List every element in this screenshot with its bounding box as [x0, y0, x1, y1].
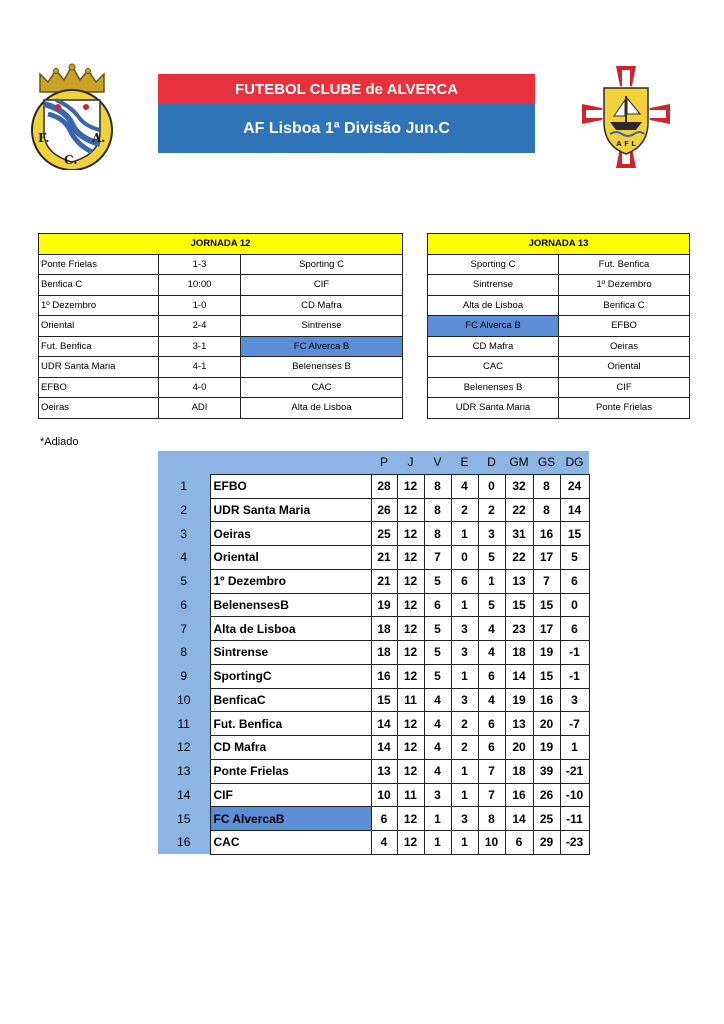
stat-gs: 15 — [533, 664, 560, 688]
home-team: Belenenses B — [428, 377, 559, 398]
stat-v: 7 — [424, 546, 451, 570]
stat-gs: 7 — [533, 569, 560, 593]
stat-j: 12 — [397, 593, 424, 617]
stat-v: 3 — [424, 783, 451, 807]
standings-row — [158, 831, 589, 855]
team-name: UDR Santa Maria — [210, 498, 371, 522]
stat-gm: 14 — [505, 807, 533, 831]
stat-d: 5 — [478, 593, 505, 617]
stat-p: 10 — [371, 783, 397, 807]
stat-e: 0 — [451, 546, 478, 570]
stat-p: 21 — [371, 569, 397, 593]
position: 5 — [158, 569, 210, 593]
home-team: Oriental — [39, 316, 159, 337]
home-team: Oeiras — [39, 398, 159, 419]
stat-v: 1 — [424, 831, 451, 855]
jornada-13-title: JORNADA 13 — [428, 234, 690, 255]
stat-p: 15 — [371, 688, 397, 712]
col-header: E — [451, 451, 478, 474]
stat-p: 26 — [371, 498, 397, 522]
stat-gs: 8 — [533, 474, 560, 498]
stat-j: 12 — [397, 807, 424, 831]
match-row — [39, 336, 403, 357]
stat-e: 1 — [451, 783, 478, 807]
jornada-12-table — [38, 233, 403, 419]
stat-v: 5 — [424, 641, 451, 665]
col-header: V — [424, 451, 451, 474]
stat-v: 8 — [424, 522, 451, 546]
stat-dg: 6 — [560, 617, 589, 641]
match-row — [39, 316, 403, 337]
standings-row — [158, 474, 589, 498]
stat-d: 5 — [478, 546, 505, 570]
stat-e: 1 — [451, 759, 478, 783]
stat-e: 2 — [451, 736, 478, 760]
stat-gs: 29 — [533, 831, 560, 855]
stat-e: 1 — [451, 664, 478, 688]
stat-dg: 24 — [560, 474, 589, 498]
home-team: CAC — [428, 357, 559, 378]
stat-e: 3 — [451, 641, 478, 665]
stat-dg: -7 — [560, 712, 589, 736]
stat-j: 12 — [397, 736, 424, 760]
match-score: 4-0 — [159, 377, 241, 398]
match-row — [39, 377, 403, 398]
team-name: CAC — [210, 831, 371, 855]
position: 15 — [158, 807, 210, 831]
position: 4 — [158, 546, 210, 570]
position: 3 — [158, 522, 210, 546]
af-lisboa-crest — [582, 66, 670, 168]
stat-dg: 15 — [560, 522, 589, 546]
stat-e: 2 — [451, 498, 478, 522]
away-team: Fut. Benfica — [559, 254, 690, 275]
stat-d: 6 — [478, 736, 505, 760]
svg-text:F.: F. — [38, 131, 50, 145]
team-name: SportingC — [210, 664, 371, 688]
stat-v: 4 — [424, 759, 451, 783]
stat-v: 5 — [424, 617, 451, 641]
stat-j: 12 — [397, 617, 424, 641]
fixture-row — [428, 377, 690, 398]
fixture-row — [428, 398, 690, 419]
stat-dg: -11 — [560, 807, 589, 831]
team-name: BelenensesB — [210, 593, 371, 617]
stat-d: 6 — [478, 712, 505, 736]
team-name: CD Mafra — [210, 736, 371, 760]
stat-v: 1 — [424, 807, 451, 831]
stat-gm: 19 — [505, 688, 533, 712]
away-team: CIF — [241, 275, 403, 296]
stat-d: 8 — [478, 807, 505, 831]
match-row — [39, 357, 403, 378]
stat-d: 0 — [478, 474, 505, 498]
away-team: Oriental — [559, 357, 690, 378]
team-name: Ponte Frielas — [210, 759, 371, 783]
stat-p: 16 — [371, 664, 397, 688]
stat-p: 18 — [371, 641, 397, 665]
away-team: Oeiras — [559, 336, 690, 357]
match-score: 3-1 — [159, 336, 241, 357]
stat-gs: 17 — [533, 617, 560, 641]
stat-dg: -23 — [560, 831, 589, 855]
standings-row — [158, 712, 589, 736]
jornada-12-title: JORNADA 12 — [39, 234, 403, 255]
stat-gm: 15 — [505, 593, 533, 617]
stat-j: 12 — [397, 498, 424, 522]
stat-d: 7 — [478, 783, 505, 807]
standings-row — [158, 783, 589, 807]
svg-text:C.: C. — [64, 153, 78, 167]
col-header: D — [478, 451, 505, 474]
stat-p: 4 — [371, 831, 397, 855]
stat-v: 5 — [424, 569, 451, 593]
stat-d: 7 — [478, 759, 505, 783]
team-name: Oeiras — [210, 522, 371, 546]
home-team: EFBO — [39, 377, 159, 398]
stat-d: 4 — [478, 688, 505, 712]
stat-dg: 3 — [560, 688, 589, 712]
col-header: GM — [505, 451, 533, 474]
stat-gm: 32 — [505, 474, 533, 498]
stat-gm: 18 — [505, 759, 533, 783]
stat-gs: 17 — [533, 546, 560, 570]
match-score: 2-4 — [159, 316, 241, 337]
stat-dg: 1 — [560, 736, 589, 760]
stat-dg: -1 — [560, 664, 589, 688]
away-team: CD Mafra — [241, 295, 403, 316]
team-name: EFBO — [210, 474, 371, 498]
position: 16 — [158, 831, 210, 855]
home-team-highlighted: FC Alverca B — [428, 316, 559, 337]
standings-row — [158, 688, 589, 712]
home-team: UDR Santa Maria — [428, 398, 559, 419]
stat-dg: 6 — [560, 569, 589, 593]
stat-j: 12 — [397, 569, 424, 593]
stat-gs: 16 — [533, 688, 560, 712]
fixture-row — [428, 295, 690, 316]
stat-j: 12 — [397, 664, 424, 688]
match-score: ADI — [159, 398, 241, 419]
stat-dg: -10 — [560, 783, 589, 807]
position: 10 — [158, 688, 210, 712]
standings-row — [158, 498, 589, 522]
fixture-row — [428, 336, 690, 357]
match-score: 4-1 — [159, 357, 241, 378]
col-header: GS — [533, 451, 560, 474]
stat-d: 2 — [478, 498, 505, 522]
stat-p: 25 — [371, 522, 397, 546]
standings-row — [158, 593, 589, 617]
stat-j: 11 — [397, 688, 424, 712]
postponed-note: *Adiado — [40, 436, 79, 448]
stat-e: 1 — [451, 831, 478, 855]
stat-gm: 18 — [505, 641, 533, 665]
home-team: Alta de Lisboa — [428, 295, 559, 316]
stat-p: 14 — [371, 736, 397, 760]
team-name: CIF — [210, 783, 371, 807]
match-row — [39, 275, 403, 296]
competition-banner — [158, 104, 535, 153]
team-name: Alta de Lisboa — [210, 617, 371, 641]
stat-p: 13 — [371, 759, 397, 783]
stat-p: 18 — [371, 617, 397, 641]
stat-gm: 13 — [505, 569, 533, 593]
stat-p: 28 — [371, 474, 397, 498]
stat-gs: 19 — [533, 736, 560, 760]
position: 14 — [158, 783, 210, 807]
stat-v: 6 — [424, 593, 451, 617]
home-team: CD Mafra — [428, 336, 559, 357]
match-score: 10:00 — [159, 275, 241, 296]
standings-row — [158, 569, 589, 593]
home-team: Ponte Frielas — [39, 254, 159, 275]
stat-gm: 31 — [505, 522, 533, 546]
stat-e: 1 — [451, 522, 478, 546]
stat-gs: 39 — [533, 759, 560, 783]
away-team-highlighted: FC Alverca B — [241, 336, 403, 357]
stat-j: 12 — [397, 474, 424, 498]
home-team: Sporting C — [428, 254, 559, 275]
stat-j: 12 — [397, 831, 424, 855]
stat-d: 1 — [478, 569, 505, 593]
stat-gm: 6 — [505, 831, 533, 855]
away-team: Sintrense — [241, 316, 403, 337]
position: 9 — [158, 664, 210, 688]
stat-d: 3 — [478, 522, 505, 546]
team-name: 1º Dezembro — [210, 569, 371, 593]
stat-j: 12 — [397, 641, 424, 665]
fc-alverca-crest — [26, 62, 118, 170]
home-team: Benfica C — [39, 275, 159, 296]
stat-e: 4 — [451, 474, 478, 498]
stat-dg: 5 — [560, 546, 589, 570]
club-name-banner — [158, 74, 535, 104]
stat-gm: 13 — [505, 712, 533, 736]
away-team: 1º Dezembro — [559, 275, 690, 296]
stat-gm: 20 — [505, 736, 533, 760]
club-name: FUTEBOL CLUBE de ALVERCA — [234, 80, 459, 98]
standings-header-row — [158, 451, 589, 474]
stat-j: 11 — [397, 783, 424, 807]
stat-gm: 22 — [505, 546, 533, 570]
position: 8 — [158, 641, 210, 665]
away-team: Benfica C — [559, 295, 690, 316]
stat-gm: 16 — [505, 783, 533, 807]
team-name: FC AlvercaB — [210, 807, 371, 831]
away-team: CAC — [241, 377, 403, 398]
stat-v: 4 — [424, 712, 451, 736]
home-team: 1º Dezembro — [39, 295, 159, 316]
stat-d: 6 — [478, 664, 505, 688]
away-team: Sporting C — [241, 254, 403, 275]
position: 6 — [158, 593, 210, 617]
stat-v: 8 — [424, 474, 451, 498]
standings-body — [158, 474, 589, 854]
stat-dg: -1 — [560, 641, 589, 665]
match-score: 1-0 — [159, 295, 241, 316]
stat-e: 2 — [451, 712, 478, 736]
standings-table — [158, 451, 590, 855]
stat-e: 6 — [451, 569, 478, 593]
stat-p: 21 — [371, 546, 397, 570]
stat-d: 4 — [478, 641, 505, 665]
match-score: 1-3 — [159, 254, 241, 275]
position: 2 — [158, 498, 210, 522]
away-team: Belenenses B — [241, 357, 403, 378]
stat-gs: 20 — [533, 712, 560, 736]
away-team: Ponte Frielas — [559, 398, 690, 419]
stat-gs: 26 — [533, 783, 560, 807]
standings-row — [158, 522, 589, 546]
stat-dg: -21 — [560, 759, 589, 783]
stat-p: 14 — [371, 712, 397, 736]
jornada-13-table — [427, 233, 690, 419]
stat-dg: 0 — [560, 593, 589, 617]
team-name: BenficaC — [210, 688, 371, 712]
stat-gm: 14 — [505, 664, 533, 688]
col-header: P — [371, 451, 397, 474]
standings-row — [158, 807, 589, 831]
stat-d: 4 — [478, 617, 505, 641]
svg-text:A.: A. — [92, 131, 106, 145]
standings-row — [158, 641, 589, 665]
match-row — [39, 295, 403, 316]
stat-v: 4 — [424, 736, 451, 760]
stat-j: 12 — [397, 522, 424, 546]
standings-row — [158, 759, 589, 783]
stat-gs: 19 — [533, 641, 560, 665]
stat-gs: 25 — [533, 807, 560, 831]
standings-row — [158, 617, 589, 641]
position: 1 — [158, 474, 210, 498]
stat-e: 3 — [451, 807, 478, 831]
stat-j: 12 — [397, 712, 424, 736]
stat-e: 1 — [451, 593, 478, 617]
svg-text:A F L: A F L — [616, 140, 636, 148]
stat-gs: 16 — [533, 522, 560, 546]
match-row — [39, 398, 403, 419]
team-name: Fut. Benfica — [210, 712, 371, 736]
home-team: UDR Santa Maria — [39, 357, 159, 378]
fixture-row — [428, 316, 690, 337]
stat-v: 5 — [424, 664, 451, 688]
stat-e: 3 — [451, 617, 478, 641]
fixture-row — [428, 275, 690, 296]
stat-e: 3 — [451, 688, 478, 712]
fixture-row — [428, 357, 690, 378]
position: 11 — [158, 712, 210, 736]
stat-v: 4 — [424, 688, 451, 712]
away-team: CIF — [559, 377, 690, 398]
away-team: EFBO — [559, 316, 690, 337]
match-row — [39, 254, 403, 275]
team-name: Oriental — [210, 546, 371, 570]
home-team: Fut. Benfica — [39, 336, 159, 357]
stat-gs: 8 — [533, 498, 560, 522]
home-team: Sintrense — [428, 275, 559, 296]
standings-row — [158, 546, 589, 570]
position: 7 — [158, 617, 210, 641]
position: 12 — [158, 736, 210, 760]
standings-row — [158, 736, 589, 760]
team-name: Sintrense — [210, 641, 371, 665]
stat-gm: 23 — [505, 617, 533, 641]
col-header: J — [397, 451, 424, 474]
stat-j: 12 — [397, 759, 424, 783]
position: 13 — [158, 759, 210, 783]
stat-p: 19 — [371, 593, 397, 617]
stat-j: 12 — [397, 546, 424, 570]
col-header: DG — [560, 451, 589, 474]
standings-row — [158, 664, 589, 688]
fixture-row — [428, 254, 690, 275]
stat-dg: 14 — [560, 498, 589, 522]
stat-gs: 15 — [533, 593, 560, 617]
stat-v: 8 — [424, 498, 451, 522]
stat-gm: 22 — [505, 498, 533, 522]
competition-title: AF Lisboa 1ª Divisão Jun.C — [243, 119, 450, 137]
away-team: Alta de Lisboa — [241, 398, 403, 419]
stat-p: 6 — [371, 807, 397, 831]
stat-d: 10 — [478, 831, 505, 855]
